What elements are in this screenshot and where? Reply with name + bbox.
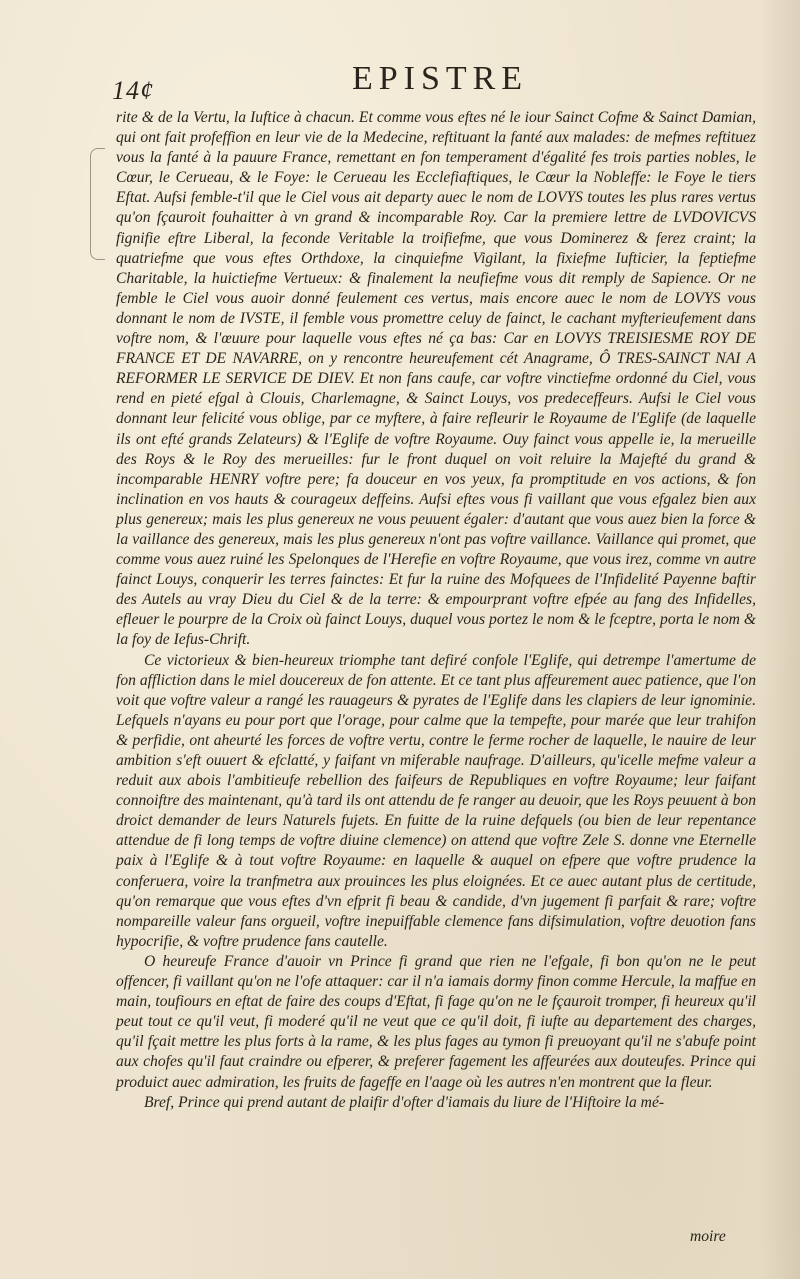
page-number: 14¢ [112, 76, 154, 105]
body-text [116, 108, 756, 1113]
page-edge-shadow [760, 0, 800, 1279]
paragraph: rite & de la Vertu, la Iuftice à chacun. Et comme vous eftes né le iour Sainct Cofme & Sainct Damian, qui ont fait profeffion en leur vie de la Medecine, reftituant la fanté aux malades: de mefmes reftituez vous la fanté à la pauure France, remettant en fon temperament d'égalité fes trois parties nobles, le Cœur, le Cerueau, & le Foye: le Cerueau les Ecclefiaftiques, le Cœur la Nobleffe: le Foye le tiers Eftat. Aufsi femble-t'il que le Ciel vous ait departy auec le nom de LOVYS toutes les plus rares vertus qu'on fçauroit fouhaitter à vn grand & incomparable Roy. Car la premiere lettre de LVDOVICVS fignifie eftre Liberal, la feconde Veritable la troifiefme, que vous Dominerez & ferez craint; la quatriefme que vous eftes Orthdoxe, la cinquiefme Vigilant, la fixiefme Iufticier, la feptiefme Charitable, la huictiefme Vertueux: & finalement la neufiefme vous dit remply de Sapience. Or ne femble le Ciel vous auoir donné feulement ces vertus, mais encore auec le nom de LOVYS vous donnant le nom de IVSTE, il femble vous promettre celuy de fainct, le cachant myfterieufement dans voftre nom, & l'œuure pour laquelle vous eftes né ça bas: Car en LOVYS TREISIESME ROY DE FRANCE ET DE NAVARRE, on y rencontre heureufement cét Anagrame, Ô TRES-SAINCT NAI A REFORMER LE SERVICE DE DIEV. Et non fans caufe, car voftre vinctiefme ordonné du Ciel, vous rend en pieté efgal à Clouis, Charlemagne, & Sainct Louys, vos predeceffeurs. Aufsi le Ciel vous donnant leur felicité vous oblige, par ce myftere, à faire refleurir le Royaume de l'Eglife (de laquelle ils ont efté grands Zelateurs) & l'Eglife de voftre Royaume. Ouy fainct vous appelle ie, la merueille des Roys & le Roy des merueilles: fur le front duquel on voit reluire la Majefté du grand & incomparable HENRY voftre pere; fa douceur en vos yeux, fa promptitude en vos actions, & fon inclination en vos hauts & courageux deffeins. Aufsi eftes vous fi vaillant que vous efgalez bien aux plus genereux; mais les plus genereux ne vous peuuent égaler: d'autant que vous auez bien la force & la vaillance des genereux, mais les plus genereux n'ont pas voftre vaillance. Vaillance qui promet, que comme vous auez ruiné les Spelonques de l'Herefie en voftre Royaume, que vous irez, comme vn autre fainct Louys, conquerir les terres fainctes: Et fur la ruine des Mofquees de l'Infidelité Payenne baftir des Autels au vray Dieu du Ciel & de la terre: & empourprant voftre efpée au fang des Infidelles, efleuer le pourpre de la Croix où fainct Louys, duquel vous portez le nom & le fceptre, porta le nom & la foy de Iefus-Chrift. [116, 109, 756, 649]
running-head: EPISTRE [351, 60, 529, 97]
paragraph: O heureufe France d'auoir vn Prince fi grand que rien ne l'efgale, fi bon qu'on ne le peut offencer, fi vaillant qu'on ne l'ofe attaquer: car il n'a iamais dormy finon comme Hercule, la maffue en main, toufiours en eftat de faire des coups d'Eftat, fi fage qu'on ne le fçauroit tromper, fi heureux qu'il peut tout ce qu'il veut, fi moderé qu'il ne veut que ce qu'il doit, fi iufte au departement des charges, qu'il fçait mettre les plus forts à la rame, & les plus fages au tymon fi preuoyant qu'il ne s'abufe point aux chofes qu'il faut craindre ou efperer, & preferer fagement les affeurées aux douteufes. Prince qui produict auec admiration, les fruits de fageffe en l'aage où les autres n'en montrent que la fleur. [116, 952, 756, 1091]
catchword: moire [690, 1228, 726, 1245]
paragraph: Ce victorieux & bien-heureux triomphe tant defiré confole l'Eglife, qui detrempe l'amertume de fon affliction dans le miel doucereux de fon attente. Et ce tant plus affeurement auec patience, que l'on voit que voftre valeur a rangé les rauageurs & pyrates de l'Eglife dans les clapiers de leur ignominie. Lefquels n'ayans eu pour port que l'orage, pour calme que la tempefte, pour marée que leur trahifon & perfidie, ont aheurté les forces de voftre vertu, contre le ferme rocher de laquelle, le nauire de leur ambition s'eft ouuert & efclatté, y faifant vn miferable naufrage. D'ailleurs, qu'icelle mefme valeur a reduit aux abois l'ambitieufe rebellion des faifeurs de Republiques en voftre Royaume; leur faifant connoiftre des maintenant, qu'à tard ils ont attendu de fe ranger au deuoir, que les Roys peuuent à bon droict demander de leurs Naturels fujets. En fuitte de la ruine defquels (ou bien de leur repentance attendue de fi long temps de voftre diuine clemence) on attend que voftre Zele S. donne vne Eternelle paix à l'Eglife & à tout voftre Royaume: en laquelle & auquel on efpere que voftre prudence la conferuera, voire la tranfmetra aux prouinces les plus eloignées. Et ce auec autant plus de certitude, qu'on remarque que vous eftes d'vn efprit fi beau & candide, d'vn jugement fi parfait & rare; voftre nompareille valeur fans orgueil, voftre inepuiffable clemence fans difsimulation, voftre deuotion fans hypocrifie, & voftre prudence fans cautelle. [116, 651, 756, 950]
margin-bracket-mark [90, 148, 105, 260]
paragraph: Bref, Prince qui prend autant de plaifir d'ofter d'iamais du liure de l'Hiftoire la mé- [144, 1093, 665, 1111]
